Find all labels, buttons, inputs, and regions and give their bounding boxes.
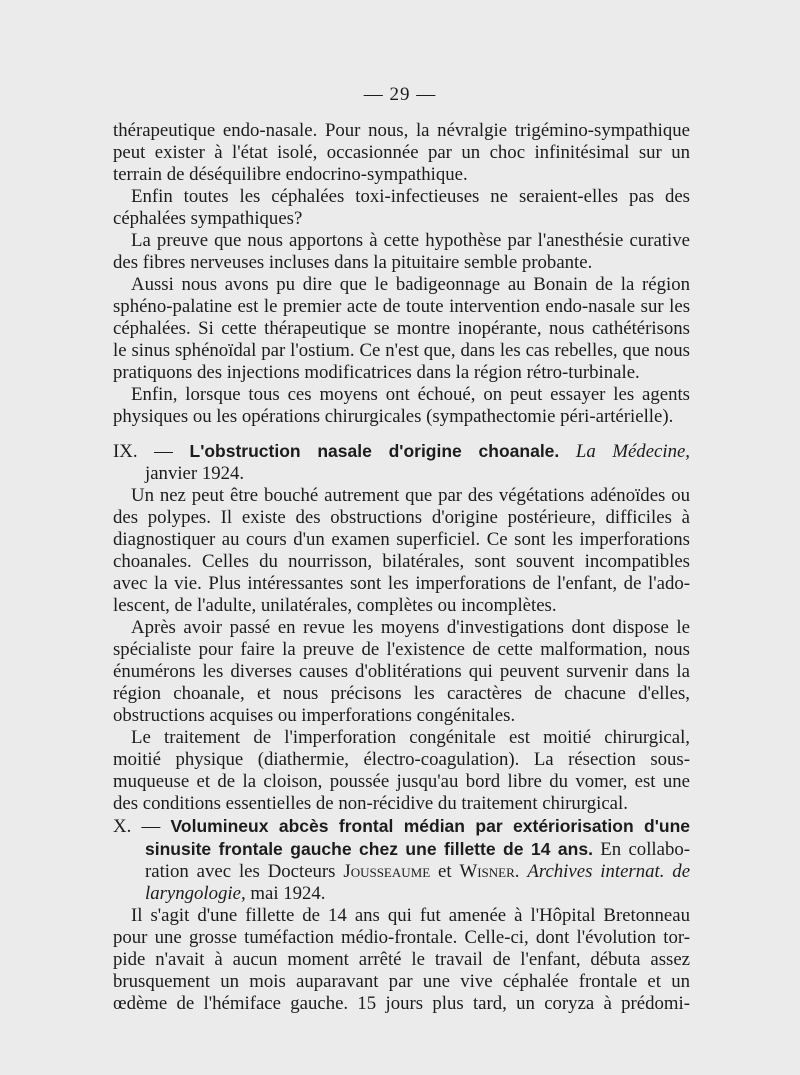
- text-line: pratiquons des injections modificatrices dans la région rétro-turbinale.: [113, 362, 640, 383]
- text-line: région choanale, et nous précisons les caractères de chacune d'elles,: [113, 683, 690, 704]
- text-line: Aussi nous avons pu dire que le badigeonnage au Bonain de la région: [131, 274, 690, 295]
- text-line: énumérons les diverses causes d'oblitérations qui peuvent survenir dans la: [113, 661, 690, 682]
- text-line: des conditions essentielles de non-récidive du traitement chirurgical.: [113, 793, 628, 814]
- page-number: — 29 —: [363, 84, 437, 105]
- text-line: peut exister à l'état isolé, occasionnée par un choc infinitésimal sur un: [113, 142, 690, 163]
- text-line: obstructions acquises ou imperforations congénitales.: [113, 705, 516, 726]
- text-line: pour une grosse tuméfaction médio-frontale. Celle-ci, dont l'évolution tor-: [113, 927, 690, 948]
- heading-line: [113, 883, 690, 905]
- publication-date: janvier 1924.: [145, 463, 245, 484]
- heading-line: [113, 815, 690, 838]
- text-line: Un nez peut être bouché autrement que par des végétations adénoïdes ou: [131, 485, 690, 506]
- text-line: Il s'agit d'une fillette de 14 ans qui fut amenée à l'Hôpital Bretonneau: [131, 905, 690, 926]
- author-name: Wisner.: [459, 861, 520, 882]
- text-line: Après avoir passé en revue les moyens d'investigations dont dispose le: [131, 617, 690, 638]
- heading-line: [113, 861, 690, 883]
- text-block-1: [113, 120, 690, 428]
- heading-line: [113, 463, 690, 485]
- text-line: céphalées. Si cette thérapeutique se montre inopérante, nous cathétérisons: [113, 318, 690, 339]
- text-line: diagnostiquer au cours d'un examen superficiel. Ce sont les imperforations: [113, 529, 690, 550]
- text-line: sphéno-palatine est le premier acte de toute intervention endo-nasale sur les: [113, 296, 690, 317]
- text-line: Enfin toutes les céphalées toxi-infectieuses ne seraient-elles pas des: [131, 186, 690, 207]
- text-line: des polypes. Il existe des obstructions d'origine postérieure, difficiles à: [113, 507, 690, 528]
- text-line: avec la vie. Plus intéressantes sont les imperforations de l'enfant, de l'ado-: [113, 573, 690, 594]
- publication-date: mai 1924.: [250, 883, 326, 904]
- text-block-2: [113, 485, 690, 815]
- collaboration-text: ration avec les Docteurs: [145, 861, 336, 882]
- journal-name: Archives internat. de: [527, 861, 691, 882]
- section-heading-ix: [113, 440, 690, 485]
- heading-line: [113, 838, 690, 861]
- text-line: lescent, de l'adulte, unilatérales, complètes ou incomplètes.: [113, 595, 557, 616]
- text-line: muqueuse et de la cloison, poussée jusqu'au bord libre du vomer, est une: [113, 771, 690, 792]
- journal-name: La Médecine,: [575, 441, 691, 462]
- text-line: thérapeutique endo-nasale. Pour nous, la névralgie trigémino-sympathique: [113, 120, 690, 141]
- collaboration-text: En collabo-: [600, 839, 691, 860]
- text-line: terrain de déséquilibre endocrino-sympathique.: [113, 164, 468, 185]
- text-line: brusquement un mois auparavant par une vive céphalée frontale et un: [113, 971, 690, 992]
- text-line: œdème de l'hémiface gauche. 15 jours plus tard, un coryza à prédomi-: [113, 993, 690, 1014]
- text-line: pide n'avait à aucun moment arrêté le travail de l'enfant, débuta assez: [113, 949, 690, 970]
- journal-name-cont: laryngologie,: [145, 883, 246, 904]
- section-title-cont: sinusite frontale gauche chez une fillette de 14 ans.: [145, 839, 593, 859]
- text-line: céphalées sympathiques?: [113, 208, 303, 229]
- author-name: Jousseaume: [343, 861, 431, 882]
- conjunction: et: [438, 861, 452, 882]
- text-line: choanales. Celles du nourrisson, bilatérales, sont souvent incompatibles: [113, 551, 690, 572]
- text-line: le sinus sphénoïdal par l'ostium. Ce n'est que, dans les cas rebelles, que nous: [113, 340, 690, 361]
- text-line: physiques ou les opérations chirurgicales (sympathectomie péri-artérielle).: [113, 406, 674, 427]
- section-number: IX. —: [113, 441, 173, 462]
- text-line: des fibres nerveuses incluses dans la pituitaire semble probante.: [113, 252, 593, 273]
- text-line: La preuve que nous apportons à cette hypothèse par l'anesthésie curative: [131, 230, 690, 251]
- text-line: Enfin, lorsque tous ces moyens ont échoué, on peut essayer les agents: [131, 384, 690, 405]
- section-number: X. —: [113, 816, 161, 837]
- text-line: moitié physique (diathermie, électro-coagulation). La résection sous-: [113, 749, 690, 770]
- section-title: Volumineux abcès frontal médian par extériorisation d'une: [170, 816, 690, 836]
- heading-line: [113, 440, 690, 463]
- text-block-3: [113, 905, 690, 1015]
- text-line: spécialiste pour faire la preuve de l'existence de cette malformation, nous: [113, 639, 690, 660]
- text-line: Le traitement de l'imperforation congénitale est moitié chirurgical,: [131, 727, 690, 748]
- section-title: L'obstruction nasale d'origine choanale.: [189, 441, 560, 461]
- section-heading-x: [113, 815, 690, 905]
